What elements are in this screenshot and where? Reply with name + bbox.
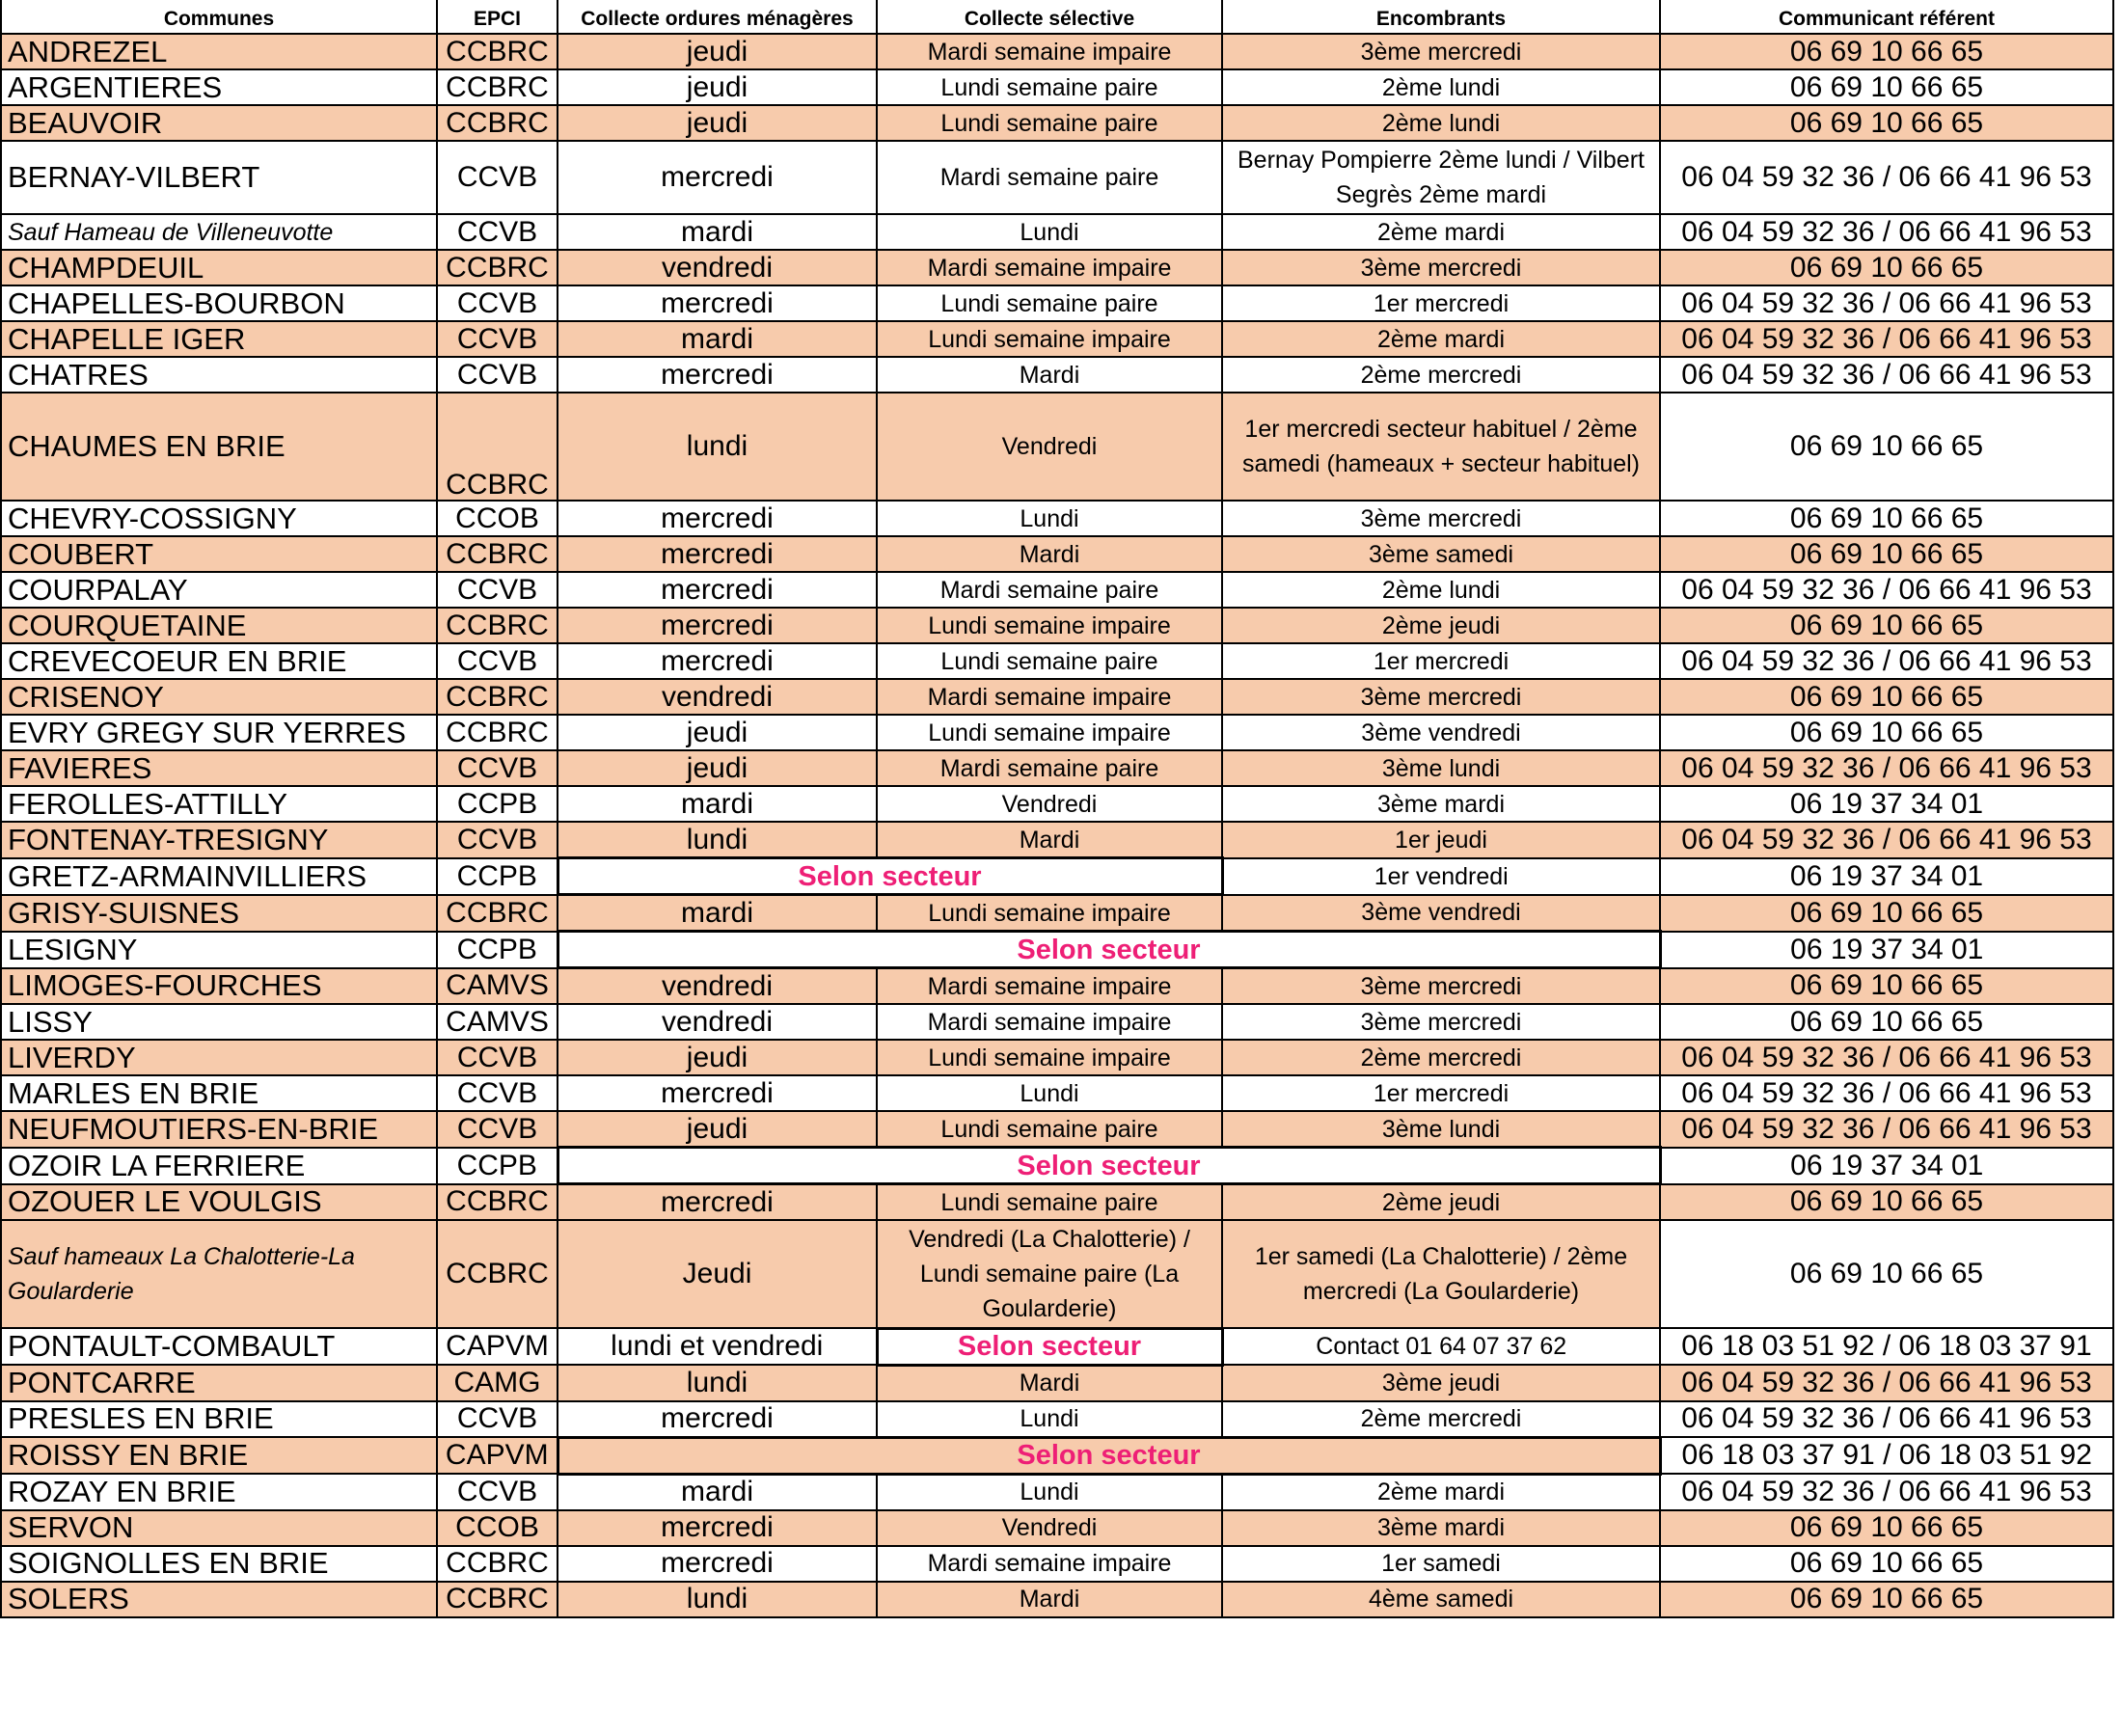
selective-cell: Lundi semaine paire xyxy=(877,643,1222,679)
selective-cell: Mardi xyxy=(877,822,1222,858)
commune-cell: GRISY-SUISNES xyxy=(1,895,437,932)
communicant-cell: 06 04 59 32 36 / 06 66 41 96 53 xyxy=(1660,1365,2113,1401)
selective-cell: Mardi semaine impaire xyxy=(877,1546,1222,1582)
ordures-cell: lundi xyxy=(558,822,877,858)
table-row xyxy=(1,1474,2113,1510)
encombrants-cell: Contact 01 64 07 37 62 xyxy=(1222,1328,1660,1365)
encombrants-cell: 3ème mercredi xyxy=(1222,968,1660,1005)
encombrants-cell: 3ème mercredi xyxy=(1222,34,1660,69)
encombrants-cell: 3ème mercredi xyxy=(1222,501,1660,536)
encombrants-cell: 1er samedi xyxy=(1222,1546,1660,1582)
selective-cell: Lundi xyxy=(877,1474,1222,1510)
communicant-cell: 06 69 10 66 65 xyxy=(1660,715,2113,750)
commune-cell: PRESLES EN BRIE xyxy=(1,1401,437,1438)
table-row xyxy=(1,357,2113,393)
communicant-cell: 06 18 03 37 91 / 06 18 03 51 92 xyxy=(1660,1437,2113,1474)
encombrants-cell: 1er mercredi xyxy=(1222,643,1660,679)
commune-cell: CRISENOY xyxy=(1,679,437,715)
epci-cell: CCVB xyxy=(437,1111,558,1148)
communicant-cell: 06 04 59 32 36 / 06 66 41 96 53 xyxy=(1660,1111,2113,1148)
encombrants-cell: 2ème mercredi xyxy=(1222,357,1660,393)
commune-cell: OZOIR LA FERRIERE xyxy=(1,1148,437,1184)
selective-cell: Lundi xyxy=(877,1401,1222,1438)
selective-cell: Mardi semaine impaire xyxy=(877,968,1222,1005)
encombrants-cell: 2ème mardi xyxy=(1222,321,1660,357)
table-row xyxy=(1,679,2113,715)
ordures-cell: vendredi xyxy=(558,679,877,715)
table-row xyxy=(1,572,2113,608)
communicant-cell: 06 04 59 32 36 / 06 66 41 96 53 xyxy=(1660,1040,2113,1075)
table-row xyxy=(1,715,2113,750)
selective-cell: Lundi xyxy=(877,1075,1222,1111)
encombrants-cell: 3ème vendredi xyxy=(1222,715,1660,750)
encombrants-cell: 2ème mercredi xyxy=(1222,1040,1660,1075)
ordures-cell: lundi xyxy=(558,1582,877,1617)
commune-cell: CHAUMES EN BRIE xyxy=(1,393,437,501)
selective-cell: Lundi xyxy=(877,214,1222,250)
epci-cell: CCPB xyxy=(437,858,558,895)
ordures-cell: lundi et vendredi xyxy=(558,1328,877,1365)
selective-cell: Lundi semaine paire xyxy=(877,1184,1222,1221)
table-row xyxy=(1,1148,2113,1184)
selective-cell: Lundi semaine impaire xyxy=(877,1040,1222,1075)
epci-cell: CCBRC xyxy=(437,1220,558,1328)
selective-cell: Mardi semaine impaire xyxy=(877,250,1222,285)
encombrants-cell: 2ème mardi xyxy=(1222,1474,1660,1510)
table-row xyxy=(1,895,2113,932)
encombrants-cell: 2ème lundi xyxy=(1222,572,1660,608)
commune-cell: CREVECOEUR EN BRIE xyxy=(1,643,437,679)
ordures-cell: vendredi xyxy=(558,968,877,1005)
ordures-cell: mercredi xyxy=(558,572,877,608)
table-row xyxy=(1,1040,2113,1075)
communicant-cell: 06 04 59 32 36 / 06 66 41 96 53 xyxy=(1660,643,2113,679)
ordures-cell: mercredi xyxy=(558,1401,877,1438)
table-row xyxy=(1,968,2113,1005)
commune-cell: FAVIERES xyxy=(1,750,437,786)
table-row xyxy=(1,141,2113,214)
selective-cell: Vendredi xyxy=(877,1510,1222,1546)
ordures-cell: vendredi xyxy=(558,1004,877,1040)
epci-cell: CCBRC xyxy=(437,105,558,141)
epci-cell: CCBRC xyxy=(437,608,558,643)
encombrants-cell: 3ème vendredi xyxy=(1222,895,1660,932)
table-row xyxy=(1,285,2113,321)
ordures-cell: mardi xyxy=(558,786,877,822)
commune-cell: NEUFMOUTIERS-EN-BRIE xyxy=(1,1111,437,1148)
communicant-cell: 06 69 10 66 65 xyxy=(1660,69,2113,105)
communicant-cell: 06 69 10 66 65 xyxy=(1660,393,2113,501)
communicant-cell: 06 69 10 66 65 xyxy=(1660,1004,2113,1040)
selective-cell: Lundi semaine impaire xyxy=(877,608,1222,643)
selective-cell: Mardi semaine impaire xyxy=(877,34,1222,69)
selective-cell: Mardi xyxy=(877,357,1222,393)
table-row xyxy=(1,1004,2113,1040)
table-row xyxy=(1,1546,2113,1582)
epci-cell: CCBRC xyxy=(437,1582,558,1617)
commune-cell: CHAPELLES-BOURBON xyxy=(1,285,437,321)
communicant-cell: 06 69 10 66 65 xyxy=(1660,1510,2113,1546)
ordures-cell: mardi xyxy=(558,321,877,357)
ordures-cell: jeudi xyxy=(558,1111,877,1148)
table-row xyxy=(1,105,2113,141)
communicant-cell: 06 69 10 66 65 xyxy=(1660,536,2113,572)
ordures-cell: jeudi xyxy=(558,715,877,750)
epci-cell: CCVB xyxy=(437,321,558,357)
ordures-cell: mercredi xyxy=(558,1075,877,1111)
communicant-cell: 06 69 10 66 65 xyxy=(1660,250,2113,285)
communicant-cell: 06 04 59 32 36 / 06 66 41 96 53 xyxy=(1660,572,2113,608)
commune-cell: CHAMPDEUIL xyxy=(1,250,437,285)
commune-cell: FEROLLES-ATTILLY xyxy=(1,786,437,822)
commune-cell: LISSY xyxy=(1,1004,437,1040)
epci-cell: CAPVM xyxy=(437,1437,558,1474)
encombrants-cell: 3ème mardi xyxy=(1222,786,1660,822)
epci-cell: CCPB xyxy=(437,1148,558,1184)
selective-cell: Mardi semaine impaire xyxy=(877,1004,1222,1040)
encombrants-cell: 2ème mercredi xyxy=(1222,1401,1660,1438)
selective-cell: Lundi semaine impaire xyxy=(877,895,1222,932)
ordures-cell: mercredi xyxy=(558,1510,877,1546)
table-row xyxy=(1,643,2113,679)
encombrants-cell: 3ème mercredi xyxy=(1222,1004,1660,1040)
ordures-cell: mercredi xyxy=(558,1546,877,1582)
table-row xyxy=(1,1437,2113,1474)
table-row xyxy=(1,1401,2113,1438)
encombrants-cell: 3ème mercredi xyxy=(1222,679,1660,715)
ordures-cell: mardi xyxy=(558,1474,877,1510)
ordures-cell: lundi xyxy=(558,393,877,501)
encombrants-cell: 2ème lundi xyxy=(1222,69,1660,105)
selective-cell: Mardi xyxy=(877,1365,1222,1401)
epci-cell: CCBRC xyxy=(437,1184,558,1221)
commune-cell: BEAUVOIR xyxy=(1,105,437,141)
commune-cell: COURQUETAINE xyxy=(1,608,437,643)
table-row xyxy=(1,34,2113,69)
selective-cell: Lundi xyxy=(877,501,1222,536)
epci-cell: CAMVS xyxy=(437,1004,558,1040)
epci-cell: CCVB xyxy=(437,643,558,679)
epci-cell: CCBRC xyxy=(437,895,558,932)
ordures-cell: mercredi xyxy=(558,501,877,536)
ordures-cell: mercredi xyxy=(558,285,877,321)
ordures-cell: mercredi xyxy=(558,1184,877,1221)
commune-cell: GRETZ-ARMAINVILLIERS xyxy=(1,858,437,895)
communicant-cell: 06 18 03 51 92 / 06 18 03 37 91 xyxy=(1660,1328,2113,1365)
ordures-cell: jeudi xyxy=(558,69,877,105)
ordures-cell: jeudi xyxy=(558,1040,877,1075)
table-row xyxy=(1,1365,2113,1401)
selective-cell: Lundi semaine paire xyxy=(877,285,1222,321)
ordures-cell: mercredi xyxy=(558,643,877,679)
communicant-cell: 06 69 10 66 65 xyxy=(1660,105,2113,141)
epci-cell: CCBRC xyxy=(437,679,558,715)
epci-cell: CCVB xyxy=(437,750,558,786)
epci-cell: CCPB xyxy=(437,932,558,968)
table-row xyxy=(1,858,2113,895)
table-row xyxy=(1,1184,2113,1221)
epci-cell: CCPB xyxy=(437,786,558,822)
encombrants-cell: 1er mercredi xyxy=(1222,1075,1660,1111)
commune-cell: SOIGNOLLES EN BRIE xyxy=(1,1546,437,1582)
communicant-cell: 06 04 59 32 36 / 06 66 41 96 53 xyxy=(1660,321,2113,357)
header-epci: EPCI xyxy=(437,0,558,34)
header-collecte-selective: Collecte sélective xyxy=(877,0,1222,34)
communicant-cell: 06 69 10 66 65 xyxy=(1660,34,2113,69)
table-row xyxy=(1,1111,2113,1148)
encombrants-cell: 3ème jeudi xyxy=(1222,1365,1660,1401)
commune-cell: ARGENTIERES xyxy=(1,69,437,105)
ordures-cell: Jeudi xyxy=(558,1220,877,1328)
encombrants-cell: 2ème lundi xyxy=(1222,105,1660,141)
commune-cell: COURPALAY xyxy=(1,572,437,608)
communicant-cell: 06 04 59 32 36 / 06 66 41 96 53 xyxy=(1660,1075,2113,1111)
epci-cell: CAMG xyxy=(437,1365,558,1401)
table-row xyxy=(1,932,2113,968)
selective-cell: Mardi semaine paire xyxy=(877,141,1222,214)
table-row xyxy=(1,321,2113,357)
epci-cell: CCBRC xyxy=(437,69,558,105)
selective-cell: Lundi semaine paire xyxy=(877,1111,1222,1148)
selon-secteur-cell: Selon secteur xyxy=(558,858,1222,895)
encombrants-cell: 3ème mardi xyxy=(1222,1510,1660,1546)
selon-secteur-cell: Selon secteur xyxy=(558,1148,1660,1184)
selective-cell: Vendredi xyxy=(877,786,1222,822)
commune-cell: PONTCARRE xyxy=(1,1365,437,1401)
selon-secteur-cell: Selon secteur xyxy=(877,1328,1222,1365)
header-ordures-menageres: Collecte ordures ménagères xyxy=(558,0,877,34)
selon-secteur-cell: Selon secteur xyxy=(558,1437,1660,1474)
commune-cell: Sauf hameaux La Chalotterie-La Goularderie xyxy=(1,1220,437,1328)
selective-cell: Lundi semaine paire xyxy=(877,69,1222,105)
table-row xyxy=(1,1582,2113,1617)
commune-cell: BERNAY-VILBERT xyxy=(1,141,437,214)
encombrants-cell: 1er samedi (La Chalotterie) / 2ème mercredi (La Goularderie) xyxy=(1222,1220,1660,1328)
epci-cell: CCVB xyxy=(437,1075,558,1111)
table-row xyxy=(1,786,2113,822)
communicant-cell: 06 69 10 66 65 xyxy=(1660,895,2113,932)
commune-cell: COUBERT xyxy=(1,536,437,572)
communicant-cell: 06 04 59 32 36 / 06 66 41 96 53 xyxy=(1660,214,2113,250)
table-row xyxy=(1,214,2113,250)
encombrants-cell: Bernay Pompierre 2ème lundi / Vilbert Segrès 2ème mardi xyxy=(1222,141,1660,214)
epci-cell: CCBRC xyxy=(437,393,558,501)
epci-cell: CCVB xyxy=(437,1401,558,1438)
encombrants-cell: 3ème lundi xyxy=(1222,1111,1660,1148)
commune-cell: ROISSY EN BRIE xyxy=(1,1437,437,1474)
selective-cell: Mardi semaine paire xyxy=(877,572,1222,608)
table-row xyxy=(1,1328,2113,1365)
selective-cell: Mardi xyxy=(877,1582,1222,1617)
header-encombrants: Encombrants xyxy=(1222,0,1660,34)
selective-cell: Vendredi xyxy=(877,393,1222,501)
table-row xyxy=(1,1510,2113,1546)
table-row xyxy=(1,1075,2113,1111)
header-row xyxy=(1,0,2113,34)
communicant-cell: 06 69 10 66 65 xyxy=(1660,501,2113,536)
encombrants-cell: 1er jeudi xyxy=(1222,822,1660,858)
commune-cell: CHEVRY-COSSIGNY xyxy=(1,501,437,536)
epci-cell: CAMVS xyxy=(437,968,558,1005)
communicant-cell: 06 04 59 32 36 / 06 66 41 96 53 xyxy=(1660,1401,2113,1438)
communicant-cell: 06 04 59 32 36 / 06 66 41 96 53 xyxy=(1660,141,2113,214)
communicant-cell: 06 19 37 34 01 xyxy=(1660,786,2113,822)
table-row xyxy=(1,822,2113,858)
communicant-cell: 06 69 10 66 65 xyxy=(1660,968,2113,1005)
encombrants-cell: 1er mercredi xyxy=(1222,285,1660,321)
table-row xyxy=(1,501,2113,536)
encombrants-cell: 2ème mardi xyxy=(1222,214,1660,250)
selective-cell: Lundi semaine paire xyxy=(877,105,1222,141)
epci-cell: CCVB xyxy=(437,1474,558,1510)
communicant-cell: 06 69 10 66 65 xyxy=(1660,1220,2113,1328)
communicant-cell: 06 69 10 66 65 xyxy=(1660,608,2113,643)
ordures-cell: mardi xyxy=(558,214,877,250)
ordures-cell: mercredi xyxy=(558,357,877,393)
epci-cell: CCBRC xyxy=(437,1546,558,1582)
encombrants-cell: 1er vendredi xyxy=(1222,858,1660,895)
encombrants-cell: 4ème samedi xyxy=(1222,1582,1660,1617)
epci-cell: CCBRC xyxy=(437,715,558,750)
communicant-cell: 06 69 10 66 65 xyxy=(1660,1582,2113,1617)
epci-cell: CAPVM xyxy=(437,1328,558,1365)
encombrants-cell: 1er mercredi secteur habituel / 2ème samedi (hameaux + secteur habituel) xyxy=(1222,393,1660,501)
encombrants-cell: 3ème lundi xyxy=(1222,750,1660,786)
communicant-cell: 06 19 37 34 01 xyxy=(1660,1148,2113,1184)
commune-cell: OZOUER LE VOULGIS xyxy=(1,1184,437,1221)
communicant-cell: 06 19 37 34 01 xyxy=(1660,932,2113,968)
commune-cell: PONTAULT-COMBAULT xyxy=(1,1328,437,1365)
commune-cell: CHATRES xyxy=(1,357,437,393)
header-communicant: Communicant référent xyxy=(1660,0,2113,34)
ordures-cell: mercredi xyxy=(558,608,877,643)
commune-cell: Sauf Hameau de Villeneuvotte xyxy=(1,214,437,250)
commune-cell: LIVERDY xyxy=(1,1040,437,1075)
communicant-cell: 06 04 59 32 36 / 06 66 41 96 53 xyxy=(1660,750,2113,786)
epci-cell: CCBRC xyxy=(437,536,558,572)
table-row xyxy=(1,1220,2113,1328)
epci-cell: CCOB xyxy=(437,1510,558,1546)
communicant-cell: 06 04 59 32 36 / 06 66 41 96 53 xyxy=(1660,1474,2113,1510)
selective-cell: Mardi semaine paire xyxy=(877,750,1222,786)
commune-cell: SOLERS xyxy=(1,1582,437,1617)
ordures-cell: mardi xyxy=(558,895,877,932)
communicant-cell: 06 19 37 34 01 xyxy=(1660,858,2113,895)
epci-cell: CCVB xyxy=(437,285,558,321)
ordures-cell: mercredi xyxy=(558,536,877,572)
epci-cell: CCVB xyxy=(437,214,558,250)
commune-cell: LESIGNY xyxy=(1,932,437,968)
epci-cell: CCVB xyxy=(437,822,558,858)
commune-cell: LIMOGES-FOURCHES xyxy=(1,968,437,1005)
selective-cell: Lundi semaine impaire xyxy=(877,321,1222,357)
epci-cell: CCBRC xyxy=(437,250,558,285)
table-row xyxy=(1,69,2113,105)
ordures-cell: lundi xyxy=(558,1365,877,1401)
encombrants-cell: 2ème jeudi xyxy=(1222,608,1660,643)
encombrants-cell: 3ème mercredi xyxy=(1222,250,1660,285)
epci-cell: CCVB xyxy=(437,141,558,214)
ordures-cell: jeudi xyxy=(558,105,877,141)
selective-cell: Lundi semaine impaire xyxy=(877,715,1222,750)
epci-cell: CCBRC xyxy=(437,34,558,69)
selon-secteur-cell: Selon secteur xyxy=(558,932,1660,968)
table-row xyxy=(1,393,2113,501)
ordures-cell: mercredi xyxy=(558,141,877,214)
epci-cell: CCOB xyxy=(437,501,558,536)
selective-cell: Mardi xyxy=(877,536,1222,572)
communicant-cell: 06 69 10 66 65 xyxy=(1660,1184,2113,1221)
epci-cell: CCVB xyxy=(437,572,558,608)
encombrants-cell: 2ème jeudi xyxy=(1222,1184,1660,1221)
communicant-cell: 06 69 10 66 65 xyxy=(1660,1546,2113,1582)
commune-cell: ROZAY EN BRIE xyxy=(1,1474,437,1510)
encombrants-cell: 3ème samedi xyxy=(1222,536,1660,572)
ordures-cell: jeudi xyxy=(558,750,877,786)
commune-cell: ANDREZEL xyxy=(1,34,437,69)
table-row xyxy=(1,750,2113,786)
ordures-cell: jeudi xyxy=(558,34,877,69)
commune-cell: CHAPELLE IGER xyxy=(1,321,437,357)
epci-cell: CCVB xyxy=(437,1040,558,1075)
ordures-cell: vendredi xyxy=(558,250,877,285)
commune-cell: EVRY GREGY SUR YERRES xyxy=(1,715,437,750)
table-row xyxy=(1,250,2113,285)
epci-cell: CCVB xyxy=(437,357,558,393)
commune-cell: SERVON xyxy=(1,1510,437,1546)
communicant-cell: 06 04 59 32 36 / 06 66 41 96 53 xyxy=(1660,285,2113,321)
selective-cell: Mardi semaine impaire xyxy=(877,679,1222,715)
table-row xyxy=(1,536,2113,572)
table-row xyxy=(1,608,2113,643)
commune-cell: FONTENAY-TRESIGNY xyxy=(1,822,437,858)
selective-cell: Vendredi (La Chalotterie) / Lundi semaine paire (La Goularderie) xyxy=(877,1220,1222,1328)
communicant-cell: 06 69 10 66 65 xyxy=(1660,679,2113,715)
communicant-cell: 06 04 59 32 36 / 06 66 41 96 53 xyxy=(1660,357,2113,393)
header-communes: Communes xyxy=(1,0,437,34)
communicant-cell: 06 04 59 32 36 / 06 66 41 96 53 xyxy=(1660,822,2113,858)
commune-cell: MARLES EN BRIE xyxy=(1,1075,437,1111)
